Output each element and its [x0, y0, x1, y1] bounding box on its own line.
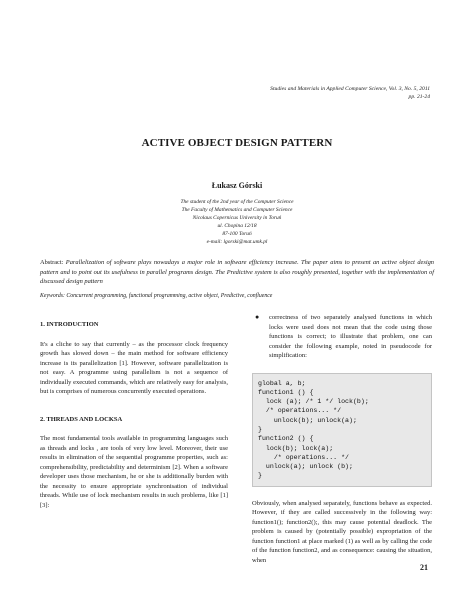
affiliation-line: Nicolaus Copernicus University in Toruń	[192, 215, 282, 222]
code-line: /* operations... */	[258, 407, 342, 415]
journal-header	[130, 85, 430, 101]
journal-pages: pp. 21-24	[408, 94, 430, 100]
code-line: lock(b); lock(a);	[258, 444, 334, 452]
abstract	[40, 258, 434, 287]
code-line: function1 () {	[258, 388, 314, 396]
author-affiliation	[0, 198, 474, 247]
code-line: function2 () {	[258, 435, 314, 443]
code-line: lock (a); /* 1 */ lock(b);	[258, 398, 369, 406]
left-column	[40, 320, 228, 510]
code-line: }	[258, 472, 262, 480]
affiliation-line: The student of the 2nd year of the Computer Science	[180, 199, 294, 205]
code-line: }	[258, 425, 262, 433]
threads-paragraph: The most fundamental tools available in programming languages such as threads and locks , are tools of very low level. Moreover, their use results in elimination of the sequential programme properties, such as: comprehensibility, predictability and determinism [2]. When a software developer uses those mechanism, he or she is additionally burden with the necessity to ensure appropriate synchronisation of individual threads. While use of lock mechanism results in such problems, like [1] [3]:	[40, 435, 228, 509]
affiliation-line: 87-100 Toruń	[222, 231, 252, 238]
author-name: Łukasz Górski	[211, 181, 263, 190]
bullet-item	[252, 313, 432, 361]
code-line: /* operations... */	[258, 453, 350, 461]
deadlock-paragraph: Obviously, when analysed separately, functions behave as expected. However, if they are called successively in the following way: function1(); function2();, this may cause potential deadlock. The problem is caused by (potentially possible) expropriation of the function function1 at place marked (1) as well as by calling the code of the function function2, and as consequence: causing the situation, when	[252, 499, 432, 564]
pseudocode-listing	[252, 373, 432, 487]
right-column	[252, 313, 432, 565]
bullet-dot-icon: ●	[255, 313, 260, 321]
introduction-paragraph: It's a cliche to say that currently – as the processor clock frequency growth has slowed down – the main method for software efficiency increase is its parallelization [1]. However, software parallelization is not easy. A programme using parallelism is not a sequence of individually executed commands, which are relatively easy for analysis, but is comprises of numerous concurrently executed operations.	[40, 340, 228, 395]
page-number: 21	[420, 563, 428, 572]
abstract-text: Parallelization of software plays nowadays a major role in software efficiency increase. The paper aims to present an active object design pattern and to point out its usefulness in parallel programs design. The Predictive system is also roughly presented, together with the implementation of discussed design pattern	[40, 259, 434, 285]
affiliation-email: e-mail: lgorski@mat.umk.pl	[206, 239, 268, 246]
section-heading-threads: 2. THREADS AND LOCKSA	[40, 415, 123, 423]
affiliation-line: ul. Chopina 12/18	[217, 223, 257, 230]
code-line: unlock(a); unlock (b);	[258, 463, 353, 471]
section-heading-introduction: 1. INTRODUCTION	[40, 321, 99, 328]
abstract-label: Abstract:	[40, 259, 64, 266]
code-line: unlock(b); unlock(a);	[258, 416, 357, 424]
affiliation-line: The Faculty of Mathematics and Computer Science	[181, 207, 293, 214]
code-line: global a, b;	[258, 379, 306, 387]
bullet-text: correctness of two separately analysed functions in which locks were used does not mean that the code using those functions is correct; to illustrate that problem, one can consider the following example, noted in pseudocode for simplification:	[269, 314, 432, 359]
journal-citation: Studies and Materials in Applied Computer Science, Vol. 3, No. 5, 2011	[270, 86, 430, 92]
paper-title: ACTIVE OBJECT DESIGN PATTERN	[141, 137, 333, 149]
keywords: Keywords: Concurrent programming, functional programming, active object, Predictive, confluence	[40, 293, 273, 299]
